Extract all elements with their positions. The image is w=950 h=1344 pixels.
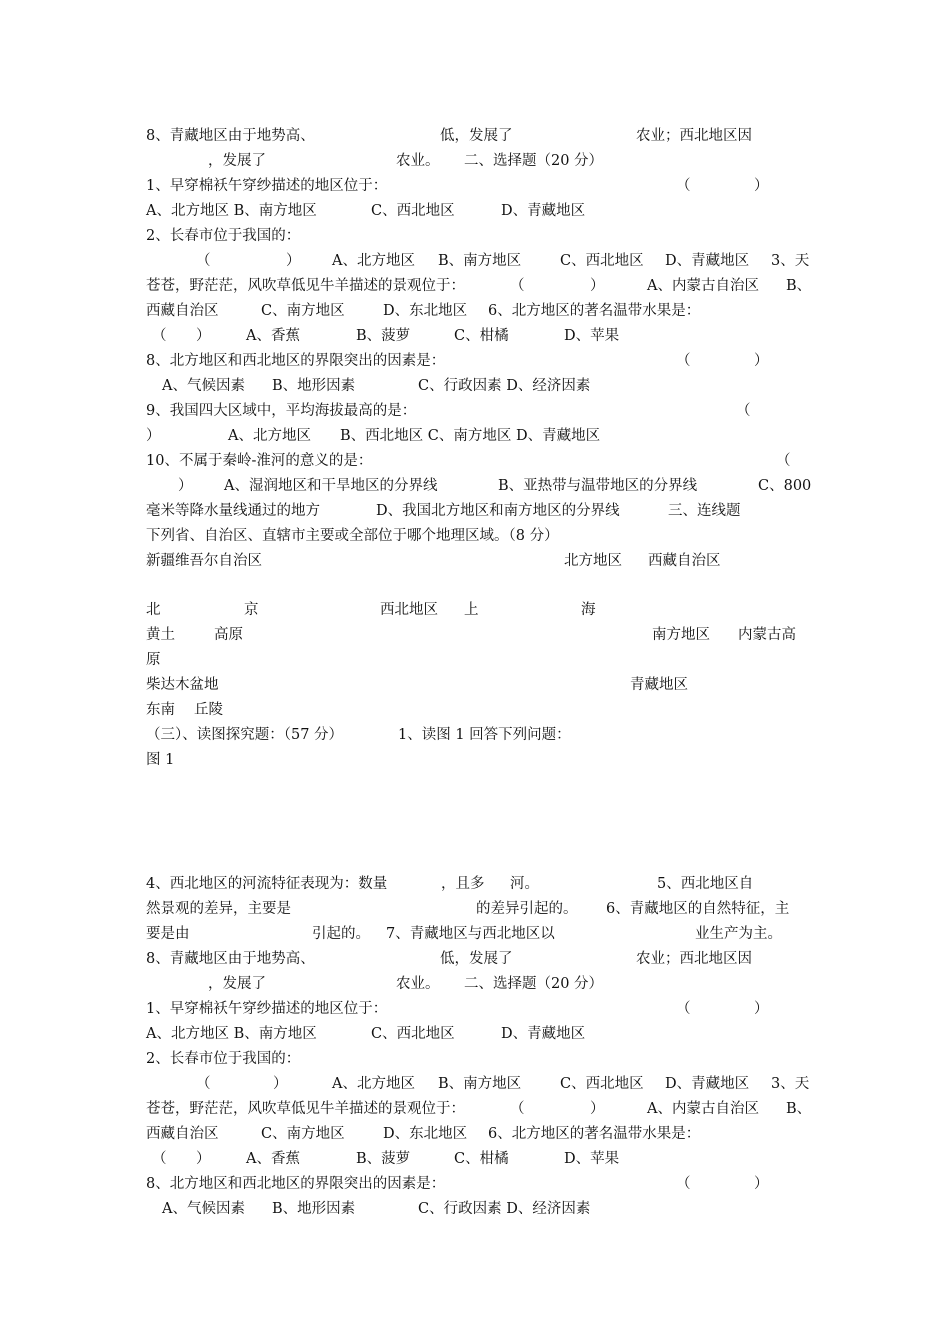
- text-segment: 业生产为主。: [695, 926, 782, 942]
- text-segment: 柴达木盆地: [146, 677, 219, 693]
- text-segment: 西藏自治区: [648, 553, 721, 569]
- text-line: [146, 149, 811, 173]
- text-segment: （: [676, 1001, 691, 1017]
- text-segment: D、东北地区: [383, 1126, 468, 1142]
- text-line: [146, 299, 811, 323]
- text-line: [146, 349, 811, 373]
- text-segment: 8、青藏地区由于地势高、: [146, 951, 315, 967]
- text-segment: C、西北地区: [371, 1026, 455, 1042]
- text-segment: ，发展了: [208, 153, 266, 169]
- text-segment: A、香蕉: [246, 1151, 300, 1167]
- text-segment: ）: [196, 328, 211, 344]
- text-segment: A、内蒙古自治区: [647, 1101, 759, 1117]
- text-segment: D、青藏地区: [501, 1026, 586, 1042]
- text-segment: ）: [146, 428, 161, 444]
- text-segment: C、800: [758, 478, 812, 494]
- text-segment: B、亚热带与温带地区的分界线: [498, 478, 698, 494]
- text-line: [146, 723, 811, 747]
- text-segment: 二、选择题（20 分）: [464, 153, 604, 169]
- text-line: [146, 947, 811, 971]
- text-segment: C、西北地区: [560, 1076, 644, 1092]
- text-line: [146, 1147, 811, 1171]
- text-segment: 的差异引起的。: [476, 901, 578, 917]
- text-segment: 农业；西北地区因: [636, 951, 752, 967]
- text-line: [146, 648, 811, 672]
- text-segment: 然景观的差异，主要是: [146, 901, 291, 917]
- text-line: [146, 698, 811, 722]
- text-segment: 农业。: [396, 976, 440, 992]
- text-segment: ，发展了: [208, 976, 266, 992]
- text-line: [146, 274, 811, 298]
- text-segment: 西藏自治区: [146, 1126, 219, 1142]
- text-segment: B、菠萝: [356, 328, 411, 344]
- text-segment: 内蒙古高: [738, 627, 796, 643]
- text-segment: （: [676, 178, 691, 194]
- text-line: [146, 199, 811, 223]
- text-segment: 8、北方地区和西北地区的界限突出的因素是：: [146, 353, 446, 369]
- text-segment: A、北方地区 B、南方地区: [146, 1026, 317, 1042]
- text-segment: 上: [464, 602, 479, 618]
- text-segment: ）: [754, 178, 769, 194]
- text-segment: 引起的。: [312, 926, 370, 942]
- text-line: [146, 598, 811, 622]
- text-segment: 河。: [510, 876, 539, 892]
- text-segment: ）: [590, 1101, 605, 1117]
- text-segment: 1、早穿棉袄午穿纱描述的地区位于：: [146, 1001, 388, 1017]
- text-segment: C、南方地区: [261, 303, 345, 319]
- text-segment: 黄土: [146, 627, 175, 643]
- text-segment: 二、选择题（20 分）: [464, 976, 604, 992]
- text-segment: 苍苍，野茫茫，风吹草低见牛羊描述的景观位于：: [146, 1101, 465, 1117]
- text-segment: 高原: [214, 627, 243, 643]
- text-segment: A、香蕉: [246, 328, 300, 344]
- text-line: [146, 748, 811, 772]
- text-segment: 8、青藏地区由于地势高、: [146, 128, 315, 144]
- text-segment: 10、不属于秦岭-淮河的意义的是：: [146, 453, 373, 469]
- text-segment: （: [196, 253, 211, 269]
- text-segment: 9、我国四大区域中，平均海拔最高的是：: [146, 403, 417, 419]
- text-line: [146, 124, 811, 148]
- text-line: [146, 449, 811, 473]
- text-segment: （: [152, 1151, 167, 1167]
- text-line: [146, 374, 811, 398]
- text-segment: 农业；西北地区因: [636, 128, 752, 144]
- text-segment: 毫米等降水量线通过的地方: [146, 503, 320, 519]
- text-line: [146, 897, 811, 921]
- text-segment: B、: [786, 1101, 812, 1117]
- text-segment: B、南方地区: [438, 253, 522, 269]
- text-line: [146, 324, 811, 348]
- text-segment: ）: [273, 1076, 288, 1092]
- text-segment: C、西北地区: [371, 203, 455, 219]
- text-segment: 北方地区: [564, 553, 622, 569]
- text-segment: 新疆维吾尔自治区: [146, 553, 262, 569]
- text-segment: 8、北方地区和西北地区的界限突出的因素是：: [146, 1176, 446, 1192]
- text-line: [146, 174, 811, 198]
- text-segment: C、行政因素 D、经济因素: [418, 1201, 591, 1217]
- text-segment: 1、早穿棉袄午穿纱描述的地区位于：: [146, 178, 388, 194]
- text-segment: （: [152, 328, 167, 344]
- text-segment: B、: [786, 278, 812, 294]
- text-segment: D、东北地区: [383, 303, 468, 319]
- text-segment: 丘陵: [194, 702, 223, 718]
- text-segment: B、菠萝: [356, 1151, 411, 1167]
- text-segment: 图 1: [146, 752, 175, 768]
- text-segment: C、柑橘: [454, 328, 509, 344]
- text-segment: ）: [196, 1151, 211, 1167]
- text-segment: C、南方地区: [261, 1126, 345, 1142]
- text-segment: D、青藏地区: [501, 203, 586, 219]
- text-segment: D、苹果: [564, 1151, 620, 1167]
- text-segment: 东南: [146, 702, 175, 718]
- text-segment: B、南方地区: [438, 1076, 522, 1092]
- text-segment: （: [776, 453, 791, 469]
- text-segment: D、青藏地区: [665, 253, 750, 269]
- text-segment: 7、青藏地区与西北地区以: [386, 926, 555, 942]
- text-line: [146, 1047, 811, 1071]
- text-segment: A、气候因素: [162, 1201, 245, 1217]
- text-segment: A、内蒙古自治区: [647, 278, 759, 294]
- text-line: [146, 549, 811, 573]
- text-segment: （: [736, 403, 751, 419]
- text-segment: 下列省、自治区、直辖市主要或全部位于哪个地理区域。（8 分）: [146, 528, 559, 544]
- text-segment: （: [676, 1176, 691, 1192]
- text-line: [146, 499, 811, 523]
- text-line: [146, 399, 811, 423]
- text-segment: A、北方地区 B、南方地区: [146, 203, 317, 219]
- text-segment: （: [510, 1101, 525, 1117]
- text-segment: 低，发展了: [440, 951, 513, 967]
- text-segment: A、北方地区: [332, 253, 415, 269]
- text-segment: ）: [286, 253, 301, 269]
- text-line: [146, 424, 811, 448]
- text-line: [146, 623, 811, 647]
- text-segment: 3、天: [771, 253, 810, 269]
- text-segment: B、地形因素: [272, 378, 356, 394]
- text-segment: 6、北方地区的著名温带水果是：: [488, 1126, 701, 1142]
- text-segment: ，且多: [441, 876, 485, 892]
- text-segment: A、北方地区: [228, 428, 311, 444]
- text-segment: 京: [244, 602, 259, 618]
- text-segment: 苍苍，野茫茫，风吹草低见牛羊描述的景观位于：: [146, 278, 465, 294]
- text-segment: （: [510, 278, 525, 294]
- text-segment: 3、天: [771, 1076, 810, 1092]
- text-line: [146, 1097, 811, 1121]
- text-line: [146, 1197, 811, 1221]
- text-segment: （: [676, 353, 691, 369]
- text-line: [146, 224, 811, 248]
- text-line: [146, 872, 811, 896]
- text-segment: 农业。: [396, 153, 440, 169]
- text-line: [146, 1022, 811, 1046]
- text-segment: ）: [754, 1176, 769, 1192]
- text-segment: A、北方地区: [332, 1076, 415, 1092]
- text-line: [146, 1072, 811, 1096]
- text-segment: D、我国北方地区和南方地区的分界线: [376, 503, 620, 519]
- text-line: [146, 1172, 811, 1196]
- text-segment: 6、北方地区的著名温带水果是：: [488, 303, 701, 319]
- text-segment: D、苹果: [564, 328, 620, 344]
- text-segment: 南方地区: [652, 627, 710, 643]
- text-segment: ）: [590, 278, 605, 294]
- text-segment: A、湿润地区和干旱地区的分界线: [224, 478, 438, 494]
- text-segment: 5、西北地区自: [657, 876, 754, 892]
- text-segment: C、西北地区: [560, 253, 644, 269]
- text-segment: 6、青藏地区的自然特征，主: [606, 901, 790, 917]
- text-segment: （三）、读图探究题：（57 分）: [146, 727, 344, 743]
- text-segment: A、气候因素: [162, 378, 245, 394]
- text-line: [146, 249, 811, 273]
- text-segment: 低，发展了: [440, 128, 513, 144]
- text-segment: B、西北地区 C、南方地区 D、青藏地区: [340, 428, 601, 444]
- text-segment: B、地形因素: [272, 1201, 356, 1217]
- text-segment: D、青藏地区: [665, 1076, 750, 1092]
- text-line: [146, 673, 811, 697]
- text-segment: 西北地区: [380, 602, 438, 618]
- text-line: [146, 524, 811, 548]
- text-segment: 三、连线题: [668, 503, 741, 519]
- text-line: [146, 1122, 811, 1146]
- text-segment: 要是由: [146, 926, 190, 942]
- text-segment: 1、读图 1 回答下列问题：: [398, 727, 571, 743]
- text-segment: 西藏自治区: [146, 303, 219, 319]
- text-segment: ）: [178, 478, 193, 494]
- text-line: [146, 972, 811, 996]
- text-segment: 北: [146, 602, 161, 618]
- text-segment: 2、长春市位于我国的：: [146, 1051, 301, 1067]
- text-segment: 4、西北地区的河流特征表现为：数量: [146, 876, 388, 892]
- text-segment: 原: [146, 652, 161, 668]
- text-segment: ）: [754, 353, 769, 369]
- text-line: [146, 474, 811, 498]
- text-segment: 青藏地区: [630, 677, 688, 693]
- text-line: [146, 997, 811, 1021]
- text-segment: C、行政因素 D、经济因素: [418, 378, 591, 394]
- text-segment: （: [196, 1076, 211, 1092]
- text-segment: 海: [581, 602, 596, 618]
- text-segment: ）: [754, 1001, 769, 1017]
- text-segment: C、柑橘: [454, 1151, 509, 1167]
- text-line: [146, 922, 811, 946]
- text-segment: 2、长春市位于我国的：: [146, 228, 301, 244]
